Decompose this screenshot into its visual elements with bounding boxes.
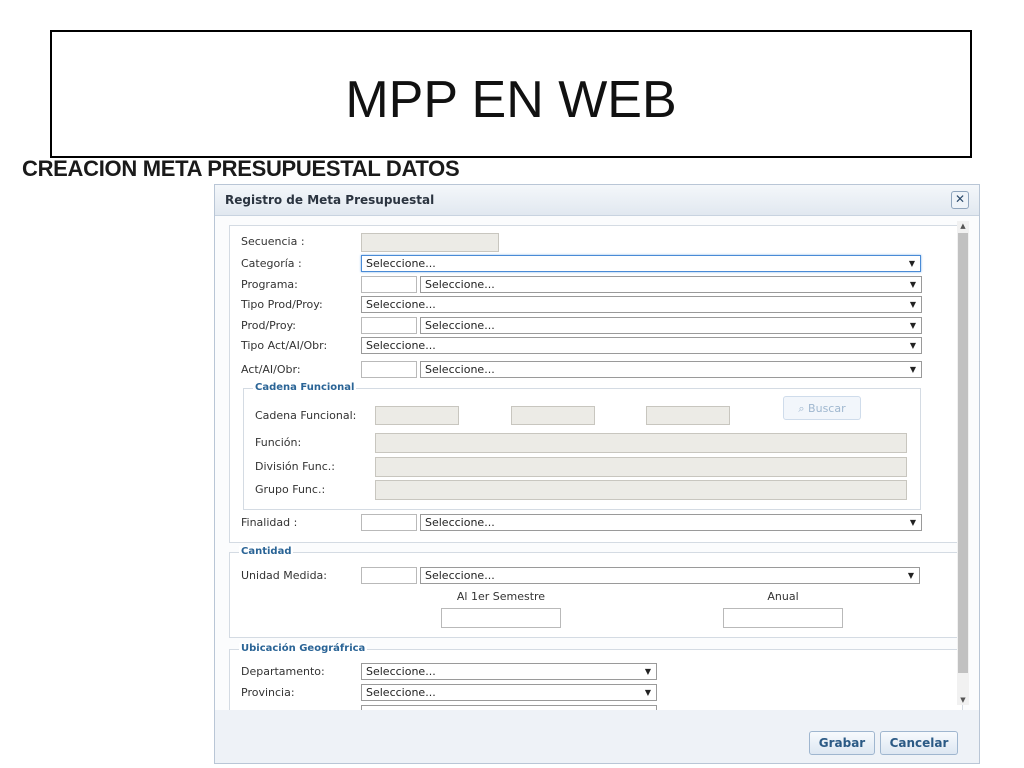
departamento-select-value: Seleccione... <box>366 665 436 678</box>
prod-proy-code-input[interactable] <box>361 317 417 334</box>
funcion-label: Función: <box>255 436 302 449</box>
programa-label: Programa: <box>241 278 298 291</box>
finalidad-select[interactable] <box>420 514 922 531</box>
unidad-medida-code-input[interactable] <box>361 567 417 584</box>
provincia-select-value: Seleccione... <box>366 686 436 699</box>
provincia-label: Provincia: <box>241 686 295 699</box>
scroll-down-icon[interactable]: ▼ <box>960 696 966 704</box>
scroll-thumb[interactable] <box>958 233 968 673</box>
unidad-medida-select-value: Seleccione... <box>425 569 495 582</box>
chevron-down-icon: ▼ <box>909 341 916 350</box>
finalidad-select-value: Seleccione... <box>425 516 495 529</box>
dialog-scrollbar[interactable] <box>957 221 969 705</box>
act-code-input[interactable] <box>361 361 417 378</box>
tipo-act-select-value: Seleccione... <box>366 339 436 352</box>
anual-input[interactable] <box>723 608 843 628</box>
semestre-label: Al 1er Semestre <box>456 590 546 603</box>
grabar-button[interactable]: Grabar <box>809 731 875 755</box>
provincia-select[interactable] <box>361 684 657 701</box>
prod-proy-label: Prod/Proy: <box>241 319 297 332</box>
grupo-input[interactable] <box>375 480 907 500</box>
prod-proy-select[interactable] <box>420 317 922 334</box>
semestre-input[interactable] <box>441 608 561 628</box>
chevron-down-icon: ▼ <box>909 300 916 309</box>
categoria-select-value: Seleccione... <box>366 257 436 270</box>
chevron-down-icon: ▼ <box>909 518 916 527</box>
distrito-select-partial[interactable] <box>361 705 657 710</box>
buscar-button-label: Buscar <box>808 402 846 415</box>
slide-title-box <box>50 30 972 158</box>
tipo-act-select[interactable] <box>361 337 922 354</box>
cantidad-legend: Cantidad <box>241 546 292 557</box>
secuencia-input[interactable] <box>361 233 499 252</box>
cantidad-panel <box>229 552 963 638</box>
act-select[interactable] <box>420 361 922 378</box>
departamento-label: Departamento: <box>241 665 325 678</box>
funcion-input[interactable] <box>375 433 907 453</box>
act-label: Act/AI/Obr: <box>241 363 301 376</box>
dialog-header <box>215 185 979 216</box>
unidad-medida-label: Unidad Medida: <box>241 569 328 582</box>
search-icon: ⌕ <box>798 402 805 415</box>
ubicacion-legend: Ubicación Geográfrica <box>241 643 366 654</box>
slide-subtitle: CREACION META PRESUPUESTAL DATOS <box>22 156 460 181</box>
departamento-select[interactable] <box>361 663 657 680</box>
tipo-prod-proy-select[interactable] <box>361 296 922 313</box>
dialog-footer <box>215 715 979 763</box>
finalidad-code-input[interactable] <box>361 514 417 531</box>
cadena-funcional-input-1[interactable] <box>375 406 459 425</box>
anual-label: Anual <box>767 590 799 603</box>
chevron-down-icon: ▼ <box>907 571 914 580</box>
slide-title: MPP EN WEB <box>345 71 677 129</box>
programa-code-input[interactable] <box>361 276 417 293</box>
chevron-down-icon: ▼ <box>909 280 916 289</box>
chevron-down-icon: ▼ <box>909 321 916 330</box>
scroll-up-icon[interactable]: ▲ <box>960 222 966 230</box>
chevron-down-icon: ▼ <box>644 667 651 676</box>
cadena-funcional-input-2[interactable] <box>511 406 595 425</box>
categoria-label: Categoría : <box>241 257 302 270</box>
unidad-medida-select[interactable] <box>420 567 920 584</box>
cadena-funcional-input-3[interactable] <box>646 406 730 425</box>
cadena-funcional-legend: Cadena Funcional <box>255 382 355 393</box>
chevron-down-icon: ▼ <box>909 365 916 374</box>
dialog-title: Registro de Meta Presupuestal <box>225 193 435 207</box>
finalidad-label: Finalidad : <box>241 516 298 529</box>
division-label: División Func.: <box>255 460 335 473</box>
programa-select[interactable] <box>420 276 922 293</box>
tipo-prod-proy-label: Tipo Prod/Proy: <box>241 298 323 311</box>
chevron-down-icon: ▼ <box>908 259 915 268</box>
dialog-body <box>215 216 979 710</box>
cadena-funcional-label: Cadena Funcional: <box>255 409 357 422</box>
division-input[interactable] <box>375 457 907 477</box>
close-icon[interactable]: ✕ <box>951 191 969 209</box>
prod-proy-select-value: Seleccione... <box>425 319 495 332</box>
cancelar-button[interactable]: Cancelar <box>880 731 958 755</box>
grupo-label: Grupo Func.: <box>255 483 326 496</box>
secuencia-label: Secuencia : <box>241 235 305 248</box>
tipo-act-label: Tipo Act/AI/Obr: <box>241 339 328 352</box>
tipo-prod-proy-select-value: Seleccione... <box>366 298 436 311</box>
buscar-button[interactable] <box>783 396 861 420</box>
meta-presupuestal-dialog <box>214 184 980 764</box>
categoria-select[interactable] <box>361 255 921 272</box>
chevron-down-icon: ▼ <box>644 688 651 697</box>
act-select-value: Seleccione... <box>425 363 495 376</box>
programa-select-value: Seleccione... <box>425 278 495 291</box>
